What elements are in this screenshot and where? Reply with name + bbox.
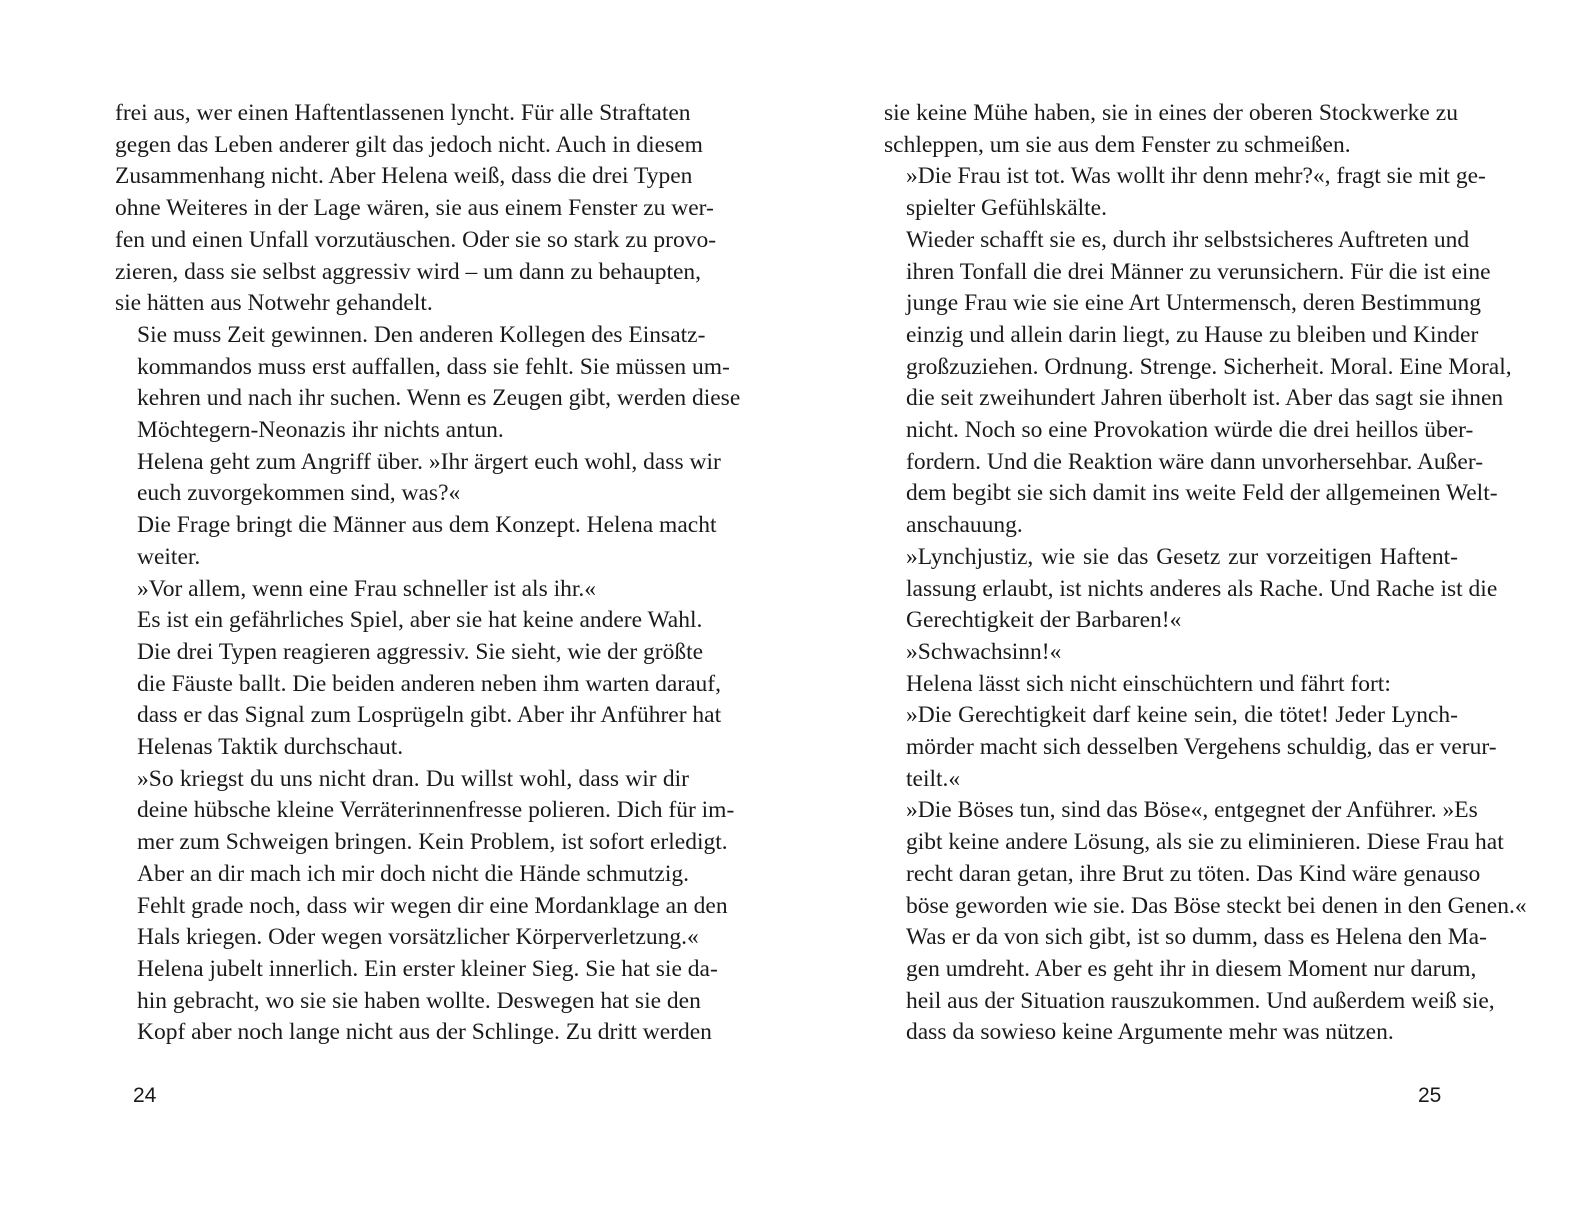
text-line: Die Frage bringt die Männer aus dem Konzept. Helena macht	[137, 512, 717, 539]
page-number-right: 25	[1418, 1084, 1442, 1107]
text-line: »Lynchjustiz, wie sie das Gesetz zur vorzeitigen Haftent-	[906, 543, 1458, 570]
text-line: sie hätten aus Notwehr gehandelt.	[115, 290, 433, 317]
paragraph	[884, 669, 1458, 701]
text-line: Helena jubelt innerlich. Ein erster kleiner Sieg. Sie hat sie da-	[137, 955, 718, 982]
text-line: mörder macht sich desselben Vergehens schuldig, das er verur-	[906, 734, 1497, 761]
text-line: »Vor allem, wenn eine Frau schneller ist als ihr.«	[137, 575, 597, 602]
text-line: Wieder schafft sie es, durch ihr selbstsicheres Auftreten und	[906, 226, 1470, 253]
paragraph	[115, 320, 741, 447]
text-line: gegen das Leben anderer gilt das jedoch nicht. Auch in diesem	[115, 131, 703, 158]
text-line: böse geworden wie sie. Das Böse steckt bei denen in den Genen.«	[906, 892, 1527, 919]
text-line: weiter.	[137, 543, 201, 570]
text-line: Gerechtigkeit der Barbaren!«	[906, 607, 1182, 634]
text-line: Helenas Taktik durchschaut.	[137, 734, 404, 761]
paragraph	[884, 637, 1458, 669]
paragraph	[115, 510, 717, 573]
text-line: Hals kriegen. Oder wegen vorsätzlicher Körperverletzung.«	[137, 924, 699, 951]
text-line: Helena lässt sich nicht einschüchtern und fährt fort:	[906, 670, 1391, 697]
paragraph	[115, 764, 735, 954]
text-line: »Die Gerechtigkeit darf keine sein, die tötet! Jeder Lynch-	[906, 702, 1458, 729]
text-line: Was er da von sich gibt, ist so dumm, dass es Helena den Ma-	[906, 924, 1487, 951]
text-line: Kopf aber noch lange nicht aus der Schlinge. Zu dritt werden	[137, 1019, 712, 1046]
paragraph	[115, 98, 717, 320]
text-line: die seit zweihundert Jahren überholt ist. Aber das sagt sie ihnen	[906, 385, 1504, 412]
text-line: fen und einen Unfall vorzutäuschen. Oder sie so stark zu provo-	[115, 226, 717, 253]
text-line: schleppen, um sie aus dem Fenster zu schmeißen.	[884, 131, 1351, 158]
text-line: sie keine Mühe haben, sie in eines der oberen Stockwerke zu	[884, 100, 1458, 126]
text-line: lassung erlaubt, ist nichts anderes als Rache. Und Rache ist die	[906, 575, 1498, 602]
text-line: dass er das Signal zum Losprügeln gibt. Aber ihr Anführer hat	[137, 702, 722, 729]
text-line: »So kriegst du uns nicht dran. Du willst wohl, dass wir dir	[137, 765, 689, 792]
text-line: einzig und allein darin liegt, zu Hause zu bleiben und Kinder	[906, 321, 1479, 348]
paragraph	[115, 637, 722, 764]
left-page-text	[115, 98, 741, 1049]
text-line: »Die Frau ist tot. Was wollt ihr denn mehr?«, fragt sie mit ge-	[906, 163, 1486, 190]
text-line: »Schwachsinn!«	[906, 638, 1062, 665]
text-line: heil aus der Situation rauszukommen. Und außerdem weiß sie,	[906, 987, 1495, 1014]
text-line: euch zuvorgekommen sind, was?«	[137, 480, 461, 507]
right-page-text	[884, 98, 1527, 1049]
text-line: Zusammenhang nicht. Aber Helena weiß, dass die drei Typen	[115, 163, 693, 190]
paragraph	[115, 605, 703, 637]
paragraph	[115, 447, 721, 510]
paragraph	[884, 225, 1512, 542]
text-line: fordern. Und die Reaktion wäre dann unvorhersehbar. Außer-	[906, 448, 1484, 475]
text-line: hin gebracht, wo sie sie haben wollte. Deswegen hat sie den	[137, 987, 701, 1014]
paragraph	[115, 574, 689, 606]
text-line: Sie muss Zeit gewinnen. Den anderen Kollegen des Einsatz-	[137, 321, 706, 348]
text-line: Fehlt grade noch, dass wir wegen dir eine Mordanklage an den	[137, 892, 728, 919]
paragraph	[884, 700, 1497, 795]
text-line: teilt.«	[906, 765, 961, 792]
text-line: Aber an dir mach ich mir doch nicht die Hände schmutzig.	[137, 860, 689, 887]
text-line: junge Frau wie sie eine Art Untermensch, deren Bestimmung	[906, 290, 1481, 317]
paragraph	[884, 795, 1527, 922]
page-number-left: 24	[133, 1084, 157, 1107]
right-page	[797, 0, 1594, 1217]
text-line: nicht. Noch so eine Provokation würde die drei heillos über-	[906, 417, 1474, 444]
text-line: kommandos muss erst auffallen, dass sie fehlt. Sie müssen um-	[137, 353, 730, 380]
paragraph	[884, 98, 1458, 161]
paragraph	[884, 542, 1498, 637]
text-line: Es ist ein gefährliches Spiel, aber sie hat keine andere Wahl.	[137, 607, 703, 634]
paragraph	[884, 161, 1486, 224]
text-line: Möchtegern-Neonazis ihr nichts antun.	[137, 417, 504, 444]
text-line: gen umdreht. Aber es geht ihr in diesem Moment nur darum,	[906, 955, 1477, 982]
text-line: ihren Tonfall die drei Männer zu verunsichern. Für die ist eine	[906, 258, 1491, 285]
paragraph	[884, 922, 1495, 1049]
text-line: Die drei Typen reagieren aggressiv. Sie sieht, wie der größte	[137, 638, 704, 665]
text-line: spielter Gefühlskälte.	[906, 195, 1107, 222]
text-line: großzuziehen. Ordnung. Strenge. Sicherheit. Moral. Eine Moral,	[906, 353, 1512, 380]
paragraph	[115, 954, 718, 1049]
text-line: ohne Weiteres in der Lage wären, sie aus einem Fenster zu wer-	[115, 195, 714, 222]
text-line: deine hübsche kleine Verräterinnenfresse polieren. Dich für im-	[137, 797, 735, 824]
text-line: recht daran getan, ihre Brut zu töten. Das Kind wäre genauso	[906, 860, 1481, 887]
text-line: »Die Böses tun, sind das Böse«, entgegnet der Anführer. »Es	[906, 797, 1478, 824]
text-line: dass da sowieso keine Argumente mehr was nützen.	[906, 1019, 1394, 1046]
text-line: frei aus, wer einen Haftentlassenen lyncht. Für alle Straftaten	[115, 100, 691, 126]
text-line: die Fäuste ballt. Die beiden anderen neben ihm warten darauf,	[137, 670, 722, 697]
text-line: anschauung.	[906, 512, 1023, 539]
text-line: kehren und nach ihr suchen. Wenn es Zeugen gibt, werden diese	[137, 385, 741, 412]
text-line: mer zum Schweigen bringen. Kein Problem, ist sofort erledigt.	[137, 829, 728, 856]
text-line: zieren, dass sie selbst aggressiv wird – um dann zu behaupten,	[115, 258, 702, 285]
text-line: gibt keine andere Lösung, als sie zu eliminieren. Diese Frau hat	[906, 829, 1504, 856]
text-line: Helena geht zum Angriff über. »Ihr ärgert euch wohl, dass wir	[137, 448, 721, 475]
text-line: dem begibt sie sich damit ins weite Feld der allgemeinen Welt-	[906, 480, 1498, 507]
